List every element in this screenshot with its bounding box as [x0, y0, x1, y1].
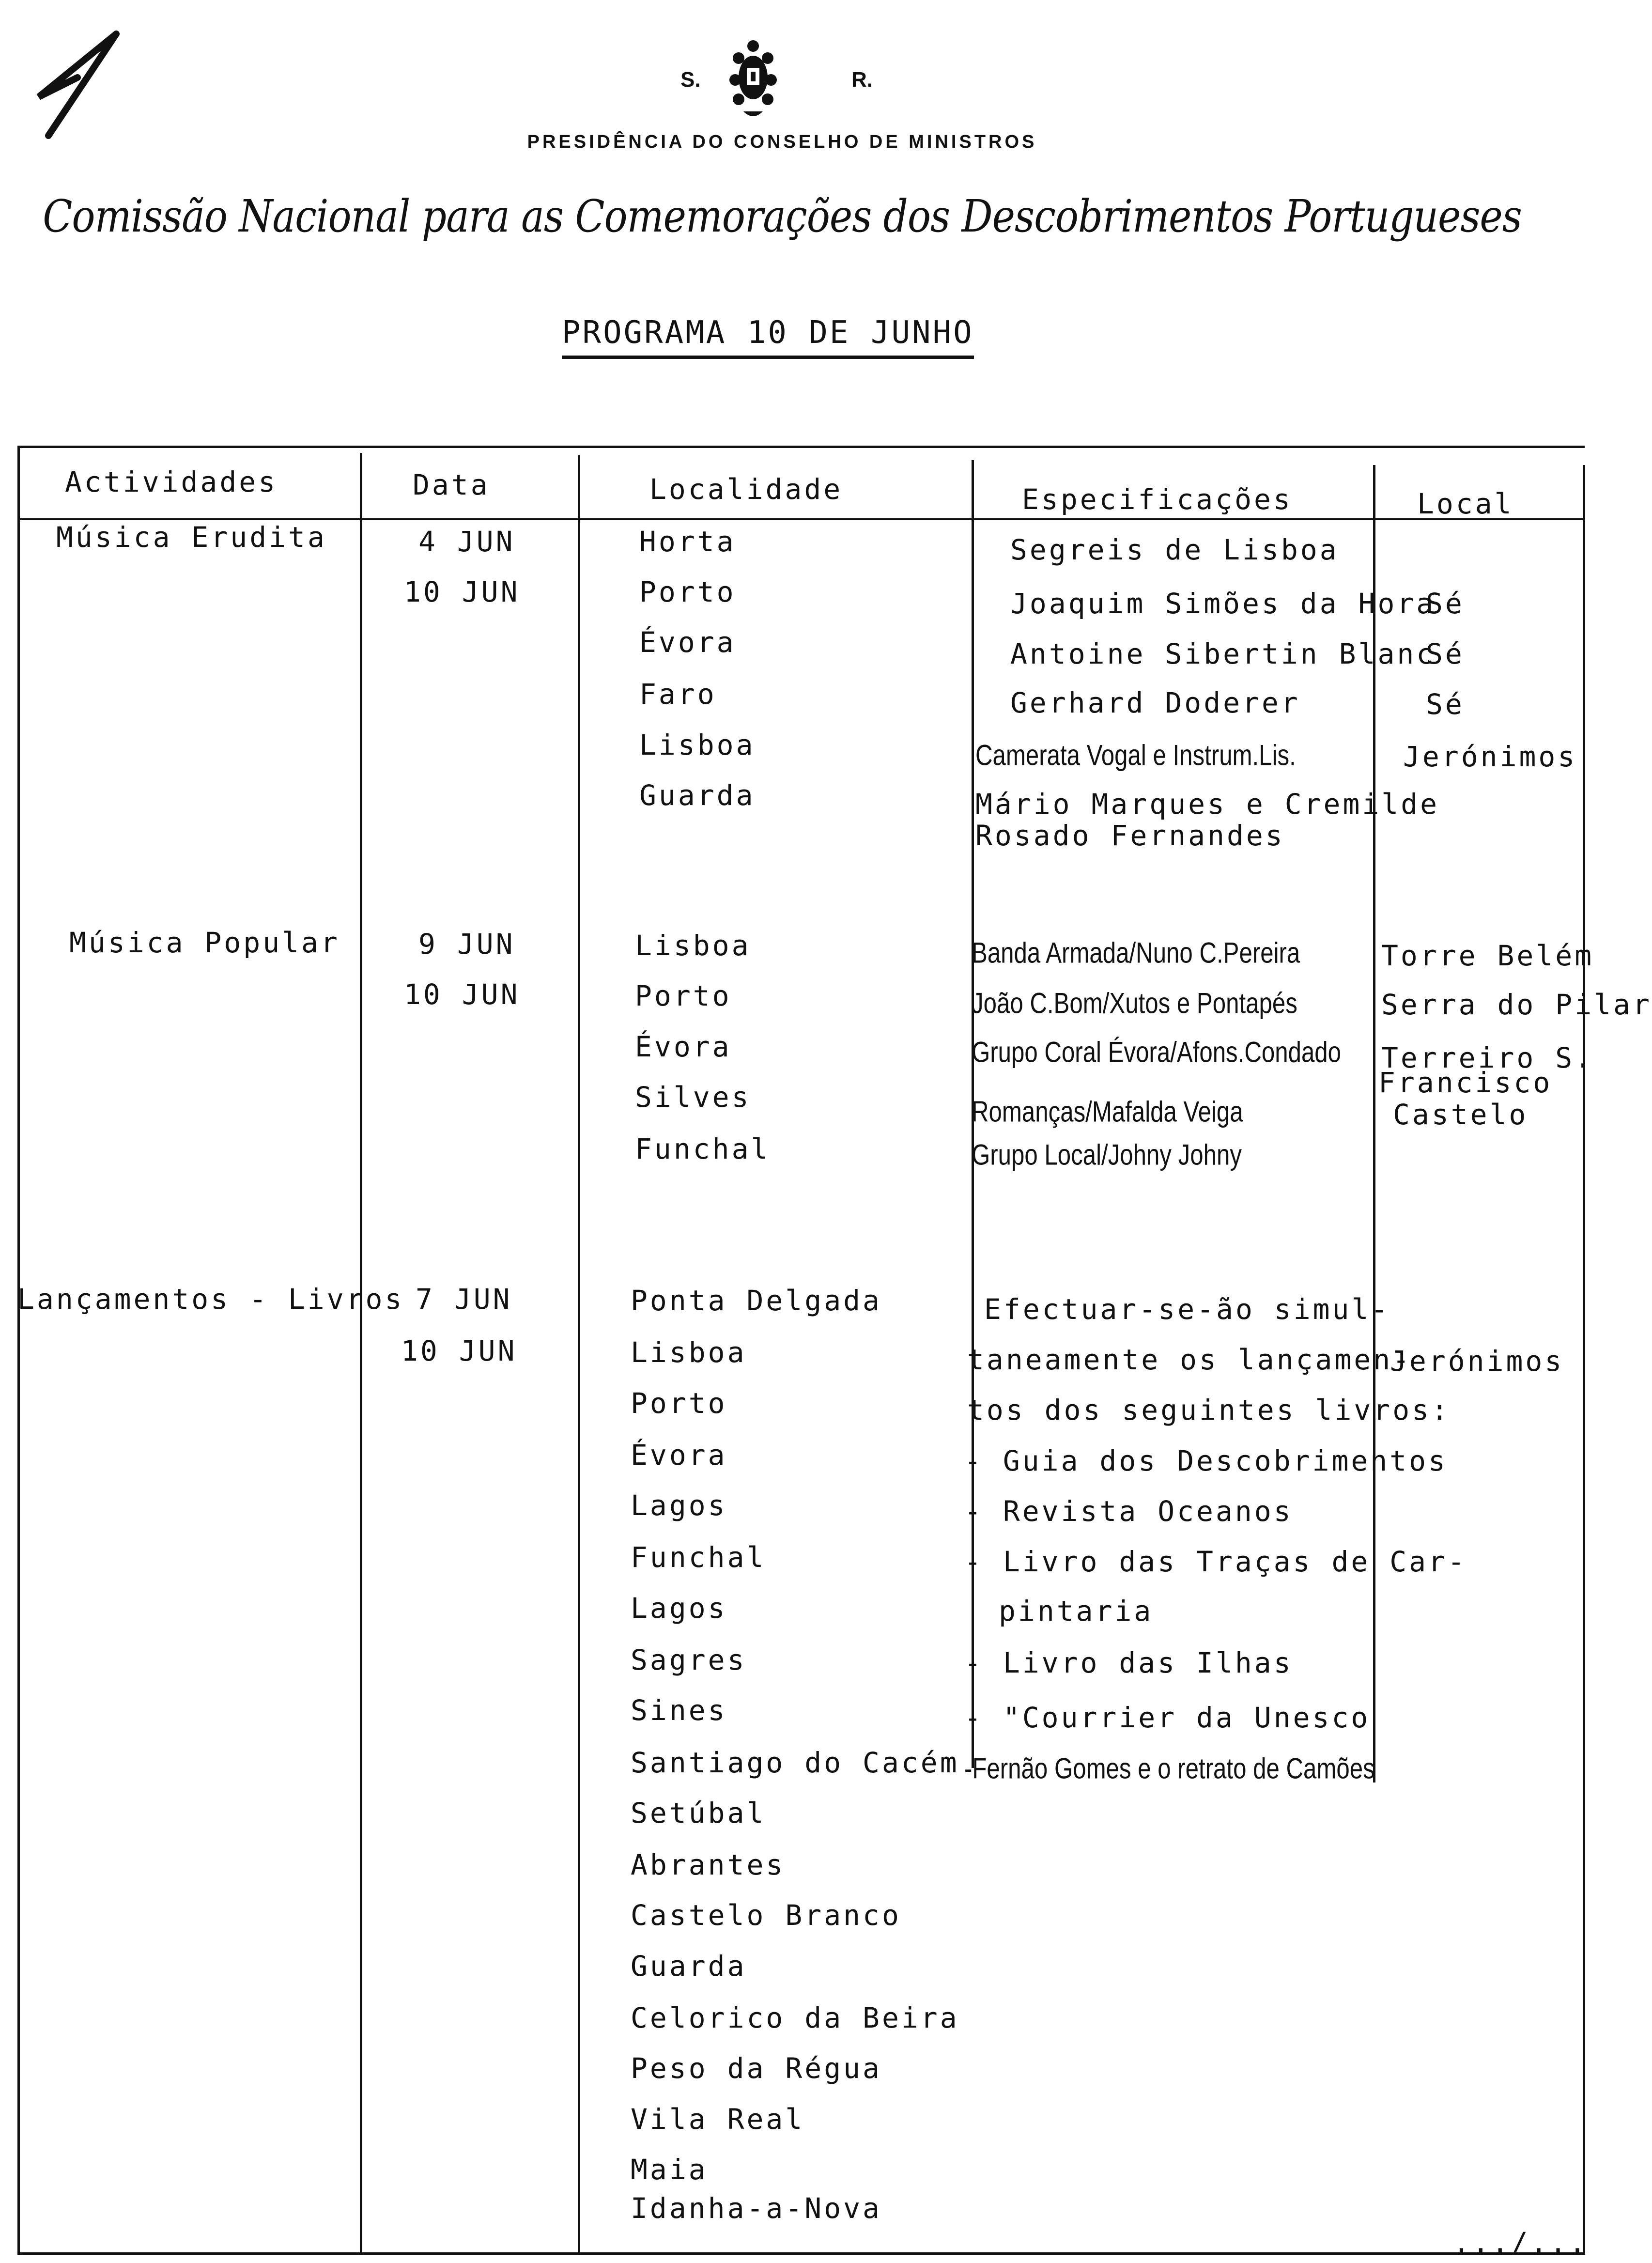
column-header: Actividades: [65, 465, 278, 498]
locality-cell: Idanha-a-Nova: [631, 2192, 882, 2225]
specification-cell: João C.Bom/Xutos e Pontapés: [972, 987, 1297, 1020]
locality-cell: Guarda: [631, 1950, 747, 1983]
activity-label: Lançamentos - Livros: [17, 1283, 404, 1316]
specification-cell: Segreis de Lisboa: [1010, 533, 1339, 566]
local-cell: Sé: [1426, 637, 1465, 670]
locality-cell: Évora: [635, 1030, 732, 1063]
date-cell: 10 JUN: [401, 1334, 517, 1367]
locality-cell: Lisboa: [631, 1336, 747, 1369]
column-header: Localidade: [649, 473, 843, 506]
specification-cell: Efectuar-se-ão simul-: [984, 1293, 1390, 1326]
specification-cell: - Revista Oceanos: [964, 1495, 1293, 1528]
locality-cell: Abrantes: [631, 1848, 786, 1881]
local-cell: Terreiro S.: [1381, 1041, 1594, 1074]
activity-label: Música Popular: [69, 926, 340, 959]
specification-cell: pintaria: [999, 1595, 1154, 1628]
locality-cell: Faro: [639, 678, 717, 711]
locality-cell: Lisboa: [635, 929, 751, 962]
continuation-mark: .../...: [1453, 2226, 1589, 2259]
activity-label: Música Erudita: [56, 521, 327, 554]
local-cell: Castelo: [1393, 1098, 1528, 1131]
specification-cell: Banda Armada/Nuno C.Pereira: [972, 936, 1300, 969]
letterhead-right-initial: R.: [851, 68, 873, 92]
locality-cell: Évora: [639, 626, 736, 659]
locality-cell: Funchal: [631, 1541, 766, 1574]
table-bottom-border: [17, 2252, 1585, 2255]
locality-cell: Évora: [631, 1439, 727, 1472]
header-divider: [17, 518, 1585, 520]
date-cell: 9 JUN: [418, 928, 515, 961]
locality-cell: Santiago do Cacém: [631, 1746, 959, 1779]
locality-cell: Guarda: [639, 779, 756, 812]
locality-cell: Vila Real: [631, 2103, 805, 2136]
column-header: Data: [413, 468, 490, 501]
specification-cell: taneamente os lançamen-: [967, 1343, 1412, 1376]
specification-cell: Joaquim Simões da Hora: [1010, 587, 1436, 620]
specification-cell: - Guia dos Descobrimentos: [964, 1444, 1448, 1477]
local-cell: Sé: [1426, 587, 1465, 620]
local-cell: Torre Belém: [1381, 939, 1594, 972]
handwritten-mark-icon: [29, 24, 126, 150]
letterhead-left-initial: S.: [680, 68, 701, 92]
specification-cell: Grupo Coral Évora/Afons.Condado: [972, 1036, 1342, 1069]
column-divider: [578, 455, 580, 2255]
specification-cell: Gerhard Doderer: [1010, 686, 1300, 719]
specification-cell: - Livro das Traças de Car-: [964, 1545, 1467, 1578]
specification-cell: Mário Marques e Cremilde: [975, 788, 1440, 821]
specification-cell: Romanças/Mafalda Veiga: [972, 1095, 1243, 1128]
locality-cell: Lisboa: [639, 728, 756, 761]
column-divider: [360, 453, 362, 2255]
specification-cell: -Fernão Gomes e o retrato de Camões: [964, 1752, 1375, 1785]
local-cell: Serra do Pilar: [1381, 988, 1652, 1021]
table-right-border: [1583, 465, 1585, 2255]
locality-cell: Porto: [639, 575, 736, 608]
specification-cell: Antoine Sibertin Blanc: [1010, 637, 1436, 670]
locality-cell: Celorico da Beira: [631, 2001, 959, 2034]
coat-of-arms-icon: [726, 34, 780, 121]
locality-cell: Ponta Delgada: [631, 1284, 882, 1317]
document-title: PROGRAMA 10 DE JUNHO: [562, 315, 974, 359]
local-cell: Jerónimos: [1403, 740, 1577, 773]
table-top-border: [17, 446, 1585, 448]
locality-cell: Porto: [631, 1387, 727, 1420]
date-cell: 4 JUN: [418, 525, 515, 558]
locality-cell: Lagos: [631, 1592, 727, 1625]
date-cell: 7 JUN: [416, 1283, 512, 1316]
locality-cell: Setúbal: [631, 1797, 766, 1829]
locality-cell: Funchal: [635, 1132, 771, 1165]
locality-cell: Castelo Branco: [631, 1899, 901, 1932]
specification-cell: Grupo Local/Johny Johny: [972, 1138, 1242, 1171]
locality-cell: Sagres: [631, 1643, 747, 1676]
locality-cell: Silves: [635, 1081, 751, 1114]
specification-cell: Camerata Vogal e Instrum.Lis.: [975, 739, 1296, 772]
table-left-border: [17, 446, 20, 2255]
column-header: Local: [1417, 487, 1514, 520]
locality-cell: Lagos: [631, 1489, 727, 1522]
date-cell: 10 JUN: [404, 575, 520, 608]
local-cell: Jerónimos: [1390, 1345, 1564, 1378]
column-header: Especificações: [1022, 483, 1293, 516]
locality-cell: Peso da Régua: [631, 2052, 882, 2085]
local-cell: Sé: [1426, 688, 1465, 721]
locality-cell: Porto: [635, 979, 732, 1012]
ministry-name: PRESIDÊNCIA DO CONSELHO DE MINISTROS: [527, 132, 1037, 152]
locality-cell: Horta: [639, 525, 736, 558]
commission-name: Comissão Nacional para as Comemorações dos Descobrimentos Portugueses: [43, 190, 1522, 242]
locality-cell: Maia: [631, 2153, 708, 2186]
locality-cell: Sines: [631, 1694, 727, 1727]
local-cell: Francisco: [1378, 1066, 1553, 1099]
specification-cell: - Livro das Ilhas: [964, 1646, 1293, 1679]
date-cell: 10 JUN: [404, 978, 520, 1011]
specification-cell: Rosado Fernandes: [975, 819, 1285, 852]
specification-cell: tos dos seguintes livros:: [967, 1394, 1451, 1426]
specification-cell: - "Courrier da Unesco: [964, 1701, 1371, 1734]
